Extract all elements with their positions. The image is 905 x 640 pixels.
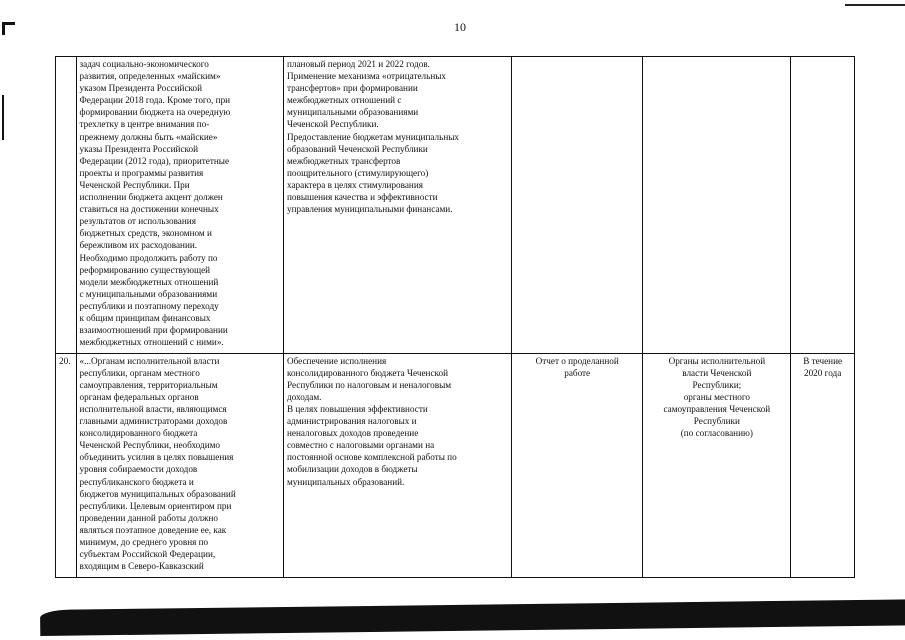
task-text-cell: задач социально-экономического развития, определенных «майским» указом Президента Российской Федерации 2018 года. Кроме того, при формировании бюджета на очередную трехлетку в центре внимания по- прежнему должны быть «майские» указы Президента Российской Федерации (2012 года), приоритетные проекты и программы развития Чеченской Республики. При исполнении бюджета акцент должен ставиться на достижении конечных результатов от использования бюджетных средств, экономном и бережливом их расходовании. Необходимо продолжить работу по реформированию существующей модели межбюджетных отношений с муниципальными образованиями республики и поэтапному переходу к общим принципам финансовых взаимоотношений при формировании межбюджетных отношений с ними». [76, 57, 283, 354]
table-row [56, 57, 855, 354]
document-table [55, 56, 855, 578]
row-number-cell: 20. [56, 353, 77, 577]
measures-cell: Обеспечение исполнения консолидированного бюджета Чеченской Республики по налоговым и неналоговым доходам. В целях повышения эффективности администрирования налоговых и неналоговых доходов проведение совместно с налоговыми органами на постоянной основе комплексной работы по мобилизации доходов в бюджеты муниципальных образований. [283, 353, 511, 577]
executor-cell: Органы исполнительной власти Чеченской Республики; органы местного самоуправления Чеченской Республики (по согласованию) [643, 353, 791, 577]
scan-bottom-stroke [40, 599, 905, 636]
term-cell [791, 57, 855, 354]
page-number: 10 [454, 20, 466, 34]
table-row [56, 353, 855, 577]
row-number-cell [56, 57, 77, 354]
term-cell: В течение 2020 года [791, 353, 855, 577]
executor-cell [643, 57, 791, 354]
task-text-cell: «...Органам исполнительной власти республики, органам местного самоуправления, территориальным органам федеральных органов исполнительной власти, являющимся главными администраторами доходов консолидированного бюджета Чеченской Республики, необходимо объединить усилия в целях повышения уровня собираемости доходов республиканского бюджета и бюджетов муниципальных образований республики. Целевым ориентиром при проведении данной работы должно являться поэтапное доведение ее, как минимум, до среднего уровня по субъектам Российской Федерации, входящим в Северо-Кавказский [76, 353, 283, 577]
scan-edge-mark [845, 4, 905, 6]
scan-margin-mark [2, 95, 4, 140]
measures-cell: плановый период 2021 и 2022 годов. Применение механизма «отрицательных трансфертов» при формировании межбюджетных отношений с муниципальными образованиями Чеченской Республики. Предоставление бюджетам муниципальных образований Чеченской Республики межбюджетных трансфертов поощрительного (стимулирующего) характера в целях стимулирования повышения качества и эффективности управления муниципальными финансами. [283, 57, 511, 354]
report-form-cell: Отчет о проделанной работе [511, 353, 642, 577]
report-form-cell [511, 57, 642, 354]
scan-corner-mark [2, 22, 15, 35]
